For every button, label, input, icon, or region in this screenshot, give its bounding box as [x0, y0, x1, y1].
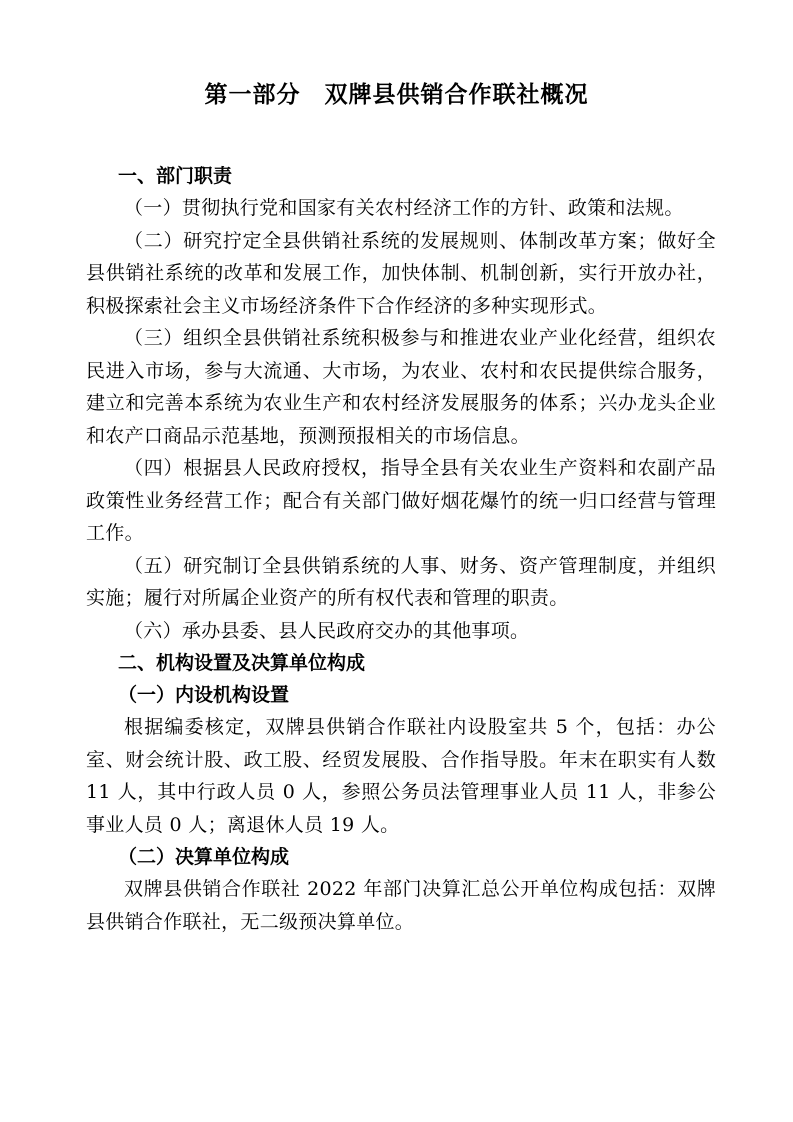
subsection-heading-internal-structure: （一）内设机构设置 — [118, 684, 290, 706]
duty-item-5: （五）研究制订全县供销系统的人事、财务、资产管理制度，并组织实施；履行对所属企业资产的所有权代表和管理的职责。 — [86, 554, 716, 609]
section-heading-duties: 一、部门职责 — [118, 165, 233, 187]
page-title: 第一部分 双牌县供销合作联社概况 — [204, 82, 589, 108]
document-body — [86, 160, 716, 938]
duty-item-4: （四）根据县人民政府授权，指导全县有关农业生产资料和农副产品政策性业务经营工作；配合有关部门做好烟花爆竹的统一归口经营与管理工作。 — [86, 457, 716, 544]
duty-item-6: （六）承办县委、县人民政府交办的其他事项。 — [124, 619, 530, 642]
subsection-heading-unit-composition: （二）决算单位构成 — [118, 846, 290, 868]
duty-item-3: （三）组织全县供销社系统积极参与和推进农业产业化经营，组织农民进入市场，参与大流通、大市场，为农业、农村和农民提供综合服务，建立和完善本系统为农业生产和农村经济发展服务的体系；兴办龙头企业和农产口商品示范基地，预测预报相关的市场信息。 — [86, 327, 716, 447]
duty-item-2: （二）研究拧定全县供销社系统的发展规则、体制改革方案；做好全县供销社系统的改革和发展工作，加快体制、机制创新，实行开放办社，积极探索社会主义市场经济条件下合作经济的多种实现形式。 — [86, 229, 716, 317]
internal-structure-text: 根据编委核定，双牌县供销合作联社内设股室共 5 个，包括：办公室、财会统计股、政工股、经贸发展股、合作指导股。年末在职实有人数 11 人，其中行政人员 0 人，参照公务员法管理事业人员 11 人，非参公事业人员 0 人；离退休人员 19 人。 — [86, 716, 716, 836]
section-heading-organization: 二、机构设置及决算单位构成 — [118, 652, 366, 674]
unit-composition-text: 双牌县供销合作联社 2022 年部门决算汇总公开单位构成包括：双牌县供销合作联社，无二级预决算单位。 — [86, 878, 716, 933]
duty-item-1: （一）贯彻执行党和国家有关农村经济工作的方针、政策和法规。 — [124, 197, 684, 219]
